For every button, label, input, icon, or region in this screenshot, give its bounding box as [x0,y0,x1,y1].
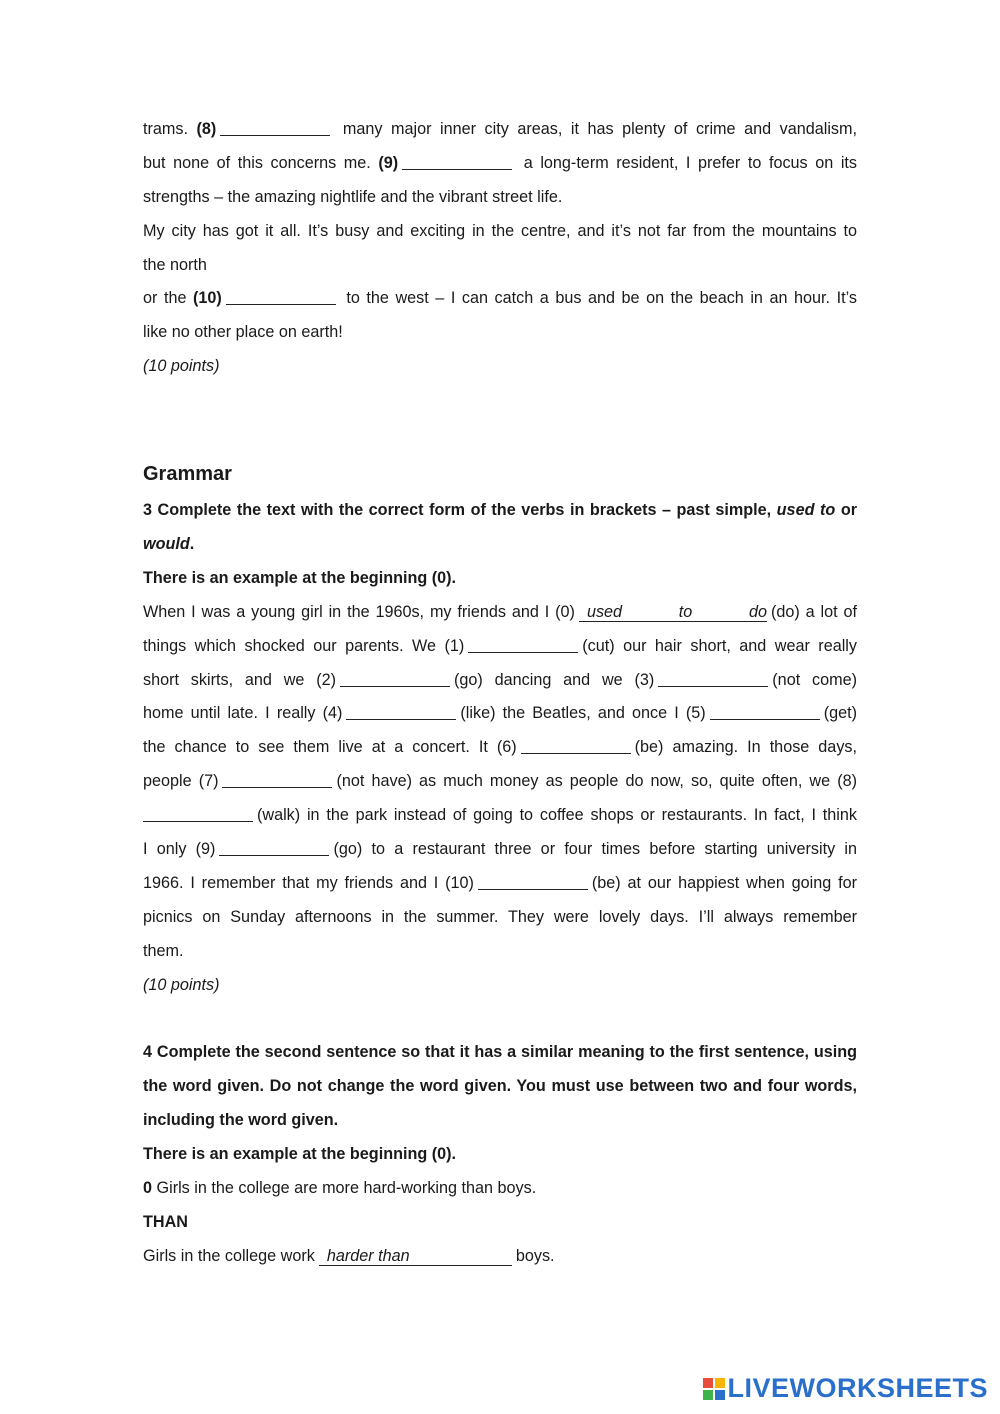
points-label [143,350,857,384]
text: used to [776,501,836,520]
text-line [143,630,857,664]
answer-blank-10[interactable] [226,303,336,305]
answer-blank-9[interactable] [402,168,512,170]
answer-blank-8[interactable] [220,134,330,136]
example-answer: used to do [579,603,767,622]
question-number: (9) [378,153,399,172]
answer-blank-2[interactable] [340,685,450,687]
text: I only (9) [143,840,216,859]
text: but none of this concerns me. [143,153,379,172]
text-line [143,282,857,316]
answer-blank-9[interactable] [219,854,329,856]
question-line [143,1172,857,1206]
text: many major inner city areas, it has plenty of crime and vandalism, [334,120,857,138]
example-answer: harder than [319,1247,512,1266]
text: would [143,535,190,554]
logo-square [703,1378,713,1388]
logo-grid-icon [703,1378,725,1400]
answer-blank-3[interactable] [658,685,768,687]
answer-blank-1[interactable] [468,651,578,653]
text: (not have) as much money as people do now, so, quite often, we (8) [336,772,857,791]
text-line: like no other place on earth! [143,323,343,342]
instruction-line [143,1104,857,1138]
text: Girls in the college work [143,1246,315,1265]
text-line [143,596,857,630]
section-heading-grammar: Grammar [143,463,232,486]
logo-square [715,1378,725,1388]
logo-text: LIVEWORKSHEETS [727,1373,988,1403]
logo-square [715,1390,725,1400]
example-note [143,562,857,596]
answer-blank-7[interactable] [222,786,332,788]
text: (be) amazing. In those days, [634,738,857,757]
points-text: (10 points) [143,975,220,994]
text: (get) [823,704,857,723]
text: a long-term resident, I prefer to focus on its [516,153,858,172]
text: There is an example at the beginning (0). [143,568,457,587]
text-line [143,867,857,901]
text: the chance to see them live at a concert. It (6) [143,738,517,757]
text-line: the north [143,255,207,274]
text: 1966. I remember that my friends and I (10) [143,873,474,892]
text-line: strengths – the amazing nightlife and the vibrant street life. [143,187,563,206]
text: trams. [143,120,197,138]
answer-blank-5[interactable] [710,718,820,720]
text-line [143,697,857,731]
points-label [143,969,857,1003]
text: home until late. I really (4) [143,704,343,723]
text: (be) at our happiest when going for [591,873,857,892]
text: to the west – I can catch a bus and be on the beach in an hour. It’s [339,289,857,308]
text: . [189,535,195,554]
text-line: picnics on Sunday afternoons in the summer. They were lovely days. I’ll always remember [143,907,857,926]
text: or the [143,289,193,308]
text: (like) the Beatles, and once I (5) [460,704,706,723]
liveworksheets-logo [703,1373,988,1404]
text-line: them. [143,941,184,960]
text: people (7) [143,772,219,791]
keyword [143,1206,857,1240]
text: the word given. Do not change the word given. You must use between two and four words, [143,1077,857,1096]
text-line [143,147,857,181]
text: THAN [143,1212,188,1231]
worksheet-page [143,113,857,1274]
instruction-line [143,528,857,562]
question-number: (10) [193,289,222,308]
text: 3 Complete the text with the correct form of the verbs in brackets – past simple, [143,501,777,520]
text: There is an example at the beginning (0). [143,1145,457,1164]
answer-blank-4[interactable] [346,718,456,720]
text: 4 Complete the second sentence so that it has a similar meaning to the first sentence, using [143,1043,857,1062]
question-number: (8) [196,120,217,138]
text: things which shocked our parents. We (1) [143,636,465,655]
text: (cut) our hair short, and wear really [582,636,857,655]
answer-line [143,1240,857,1274]
text: When I was a young girl in the 1960s, my friends and I (0) [143,602,575,621]
text: Girls in the college are more hard-working than boys. [152,1179,537,1198]
text: (go) dancing and we (3) [454,670,655,689]
instruction-line [143,494,857,528]
text-line [143,113,857,147]
text-line [143,731,857,765]
answer-blank-8[interactable] [143,820,253,822]
text-line [143,799,857,833]
text: including the word given. [143,1111,339,1130]
text: (not come) [772,670,857,689]
example-note [143,1138,857,1172]
logo-square [703,1390,713,1400]
instruction-line [143,1070,857,1104]
answer-blank-10[interactable] [478,888,588,890]
text-line [143,765,857,799]
text: boys. [515,1246,555,1265]
instruction-line [143,1036,857,1070]
question-number: 0 [143,1179,153,1198]
text-line [143,664,857,698]
text: (walk) in the park instead of going to coffee shops or restaurants. In fact, I think [257,806,857,825]
text: short skirts, and we (2) [143,670,337,689]
answer-blank-6[interactable] [521,752,631,754]
text: (do) a lot of [770,602,857,621]
points-text: (10 points) [143,357,220,376]
text-line [143,833,857,867]
text: (go) to a restaurant three or four times before starting university in [333,840,857,859]
text-line: My city has got it all. It’s busy and exciting in the centre, and it’s not far from the mountains to [143,221,857,240]
text: or [835,501,858,520]
